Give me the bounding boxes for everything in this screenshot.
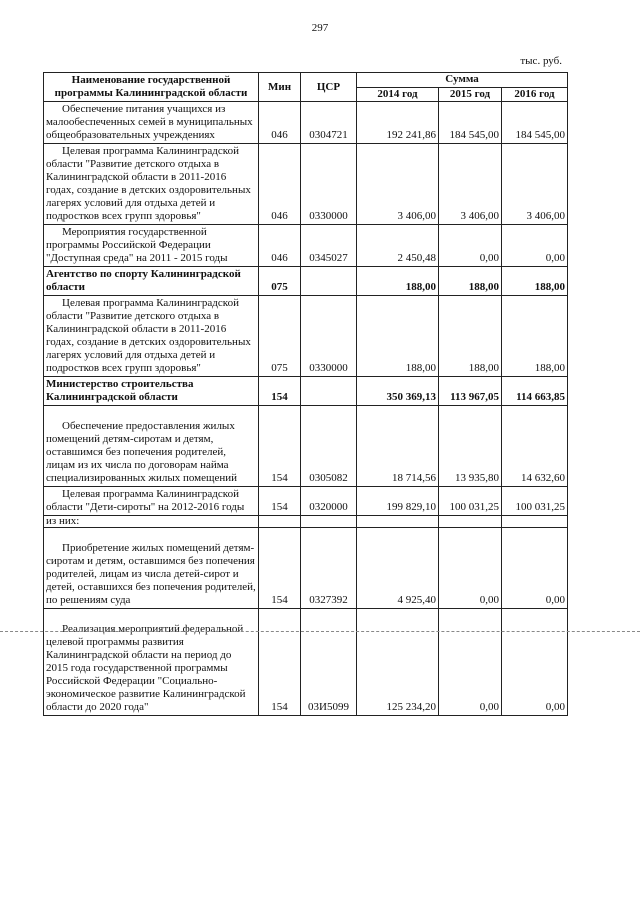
agency-row — [44, 267, 568, 296]
row-2016: 0,00 — [502, 528, 568, 609]
row-2014: 18 714,56 — [357, 406, 439, 487]
row-2014: 192 241,86 — [357, 102, 439, 144]
row-2016: 14 632,60 — [502, 406, 568, 487]
row-2016: 0,00 — [502, 609, 568, 716]
row-name: Целевая программа Калининградской области "Дети-сироты" на 2012-2016 годы — [44, 487, 259, 516]
row-name: из них: — [44, 516, 259, 528]
row-min: 046 — [259, 144, 301, 225]
table-row — [44, 296, 568, 377]
row-2016: 184 545,00 — [502, 102, 568, 144]
header-min: Мин — [259, 73, 301, 102]
row-2016: 188,00 — [502, 296, 568, 377]
budget-table — [43, 72, 568, 716]
row-2016: 100 031,25 — [502, 487, 568, 516]
row-min: 154 — [259, 487, 301, 516]
row-2016: 188,00 — [502, 267, 568, 296]
row-csr: 0330000 — [301, 296, 357, 377]
row-2015: 184 545,00 — [439, 102, 502, 144]
agency-row — [44, 377, 568, 406]
table-row — [44, 528, 568, 609]
row-2016: 114 663,85 — [502, 377, 568, 406]
header-name: Наименование государственной программы Калининградской области — [44, 73, 259, 102]
row-name: Министерство строительства Калининградской области — [44, 377, 259, 406]
note-row — [44, 516, 568, 528]
row-name: Мероприятия государственной программы Российской Федерации "Доступная среда" на 2011 - 2015 годы — [44, 225, 259, 267]
row-name: Целевая программа Калининградской области "Развитие детского отдыха в Калининградской области в 2011-2016 годах, создание в детских оздоровительных лагерях условий для отдыха детей и подростков всех групп здоровья" — [44, 144, 259, 225]
row-csr — [301, 377, 357, 406]
row-2015: 0,00 — [439, 528, 502, 609]
row-min: 075 — [259, 296, 301, 377]
row-2015: 188,00 — [439, 267, 502, 296]
header-2015: 2015 год — [439, 87, 502, 102]
row-2015: 0,00 — [439, 225, 502, 267]
table-row — [44, 102, 568, 144]
table-row — [44, 487, 568, 516]
header-sum: Сумма — [357, 73, 568, 88]
page-number: 297 — [311, 22, 329, 34]
row-2015: 3 406,00 — [439, 144, 502, 225]
table-row — [44, 225, 568, 267]
header-2016: 2016 год — [502, 87, 568, 102]
row-2015: 188,00 — [439, 296, 502, 377]
row-csr: 0305082 — [301, 406, 357, 487]
row-min: 154 — [259, 377, 301, 406]
row-2015: 13 935,80 — [439, 406, 502, 487]
row-csr: 0345027 — [301, 225, 357, 267]
row-2014: 2 450,48 — [357, 225, 439, 267]
row-2015: 100 031,25 — [439, 487, 502, 516]
row-2014: 188,00 — [357, 296, 439, 377]
row-2014: 199 829,10 — [357, 487, 439, 516]
row-csr: 03И5099 — [301, 609, 357, 716]
row-csr: 0330000 — [301, 144, 357, 225]
row-min: 075 — [259, 267, 301, 296]
row-min: 154 — [259, 609, 301, 716]
row-2014: 3 406,00 — [357, 144, 439, 225]
header-csr: ЦСР — [301, 73, 357, 102]
row-min: 154 — [259, 528, 301, 609]
row-name: Агентство по спорту Калининградской области — [44, 267, 259, 296]
row-csr: 0320000 — [301, 487, 357, 516]
row-2014: 188,00 — [357, 267, 439, 296]
row-2015: 113 967,05 — [439, 377, 502, 406]
row-min: 046 — [259, 102, 301, 144]
row-2014: 125 234,20 — [357, 609, 439, 716]
row-name: Обеспечение питания учащихся из малообеспеченных семей в муниципальных общеобразовательных учреждениях — [44, 102, 259, 144]
row-min: 154 — [259, 406, 301, 487]
row-2014: 4 925,40 — [357, 528, 439, 609]
row-2016: 3 406,00 — [502, 144, 568, 225]
table-row — [44, 144, 568, 225]
row-csr: 0304721 — [301, 102, 357, 144]
row-min: 046 — [259, 225, 301, 267]
page-cut-line — [0, 631, 640, 632]
row-csr — [301, 267, 357, 296]
row-csr: 0327392 — [301, 528, 357, 609]
units-label: тыс. руб. — [520, 55, 562, 67]
table-row — [44, 609, 568, 716]
row-name: Целевая программа Калининградской области "Развитие детского отдыха в Калининградской области в 2011-2016 годах, создание в детских оздоровительных лагерях условий для отдыха детей и подростков всех групп здоровья" — [44, 296, 259, 377]
row-2016: 0,00 — [502, 225, 568, 267]
row-2015: 0,00 — [439, 609, 502, 716]
header-2014: 2014 год — [357, 87, 439, 102]
row-2014: 350 369,13 — [357, 377, 439, 406]
row-name: Обеспечение предоставления жилых помещений детям-сиротам и детям, оставшимся без попечения родителей, лицам из их числа по договорам найма специализированных жилых помещений — [44, 406, 259, 487]
table-row — [44, 406, 568, 487]
row-name: Приобретение жилых помещений детям-сиротам и детям, оставшимся без попечения родителей, лицам из числа детей-сирот и детей, оставшихся без попечения родителей, по решениям суда — [44, 528, 259, 609]
row-name: Реализация мероприятий федеральной целевой программы развития Калининградской области на период до 2015 года государственной программы Российской Федерации "Социально-экономическое развитие Калининградской области до 2020 года" — [44, 609, 259, 716]
